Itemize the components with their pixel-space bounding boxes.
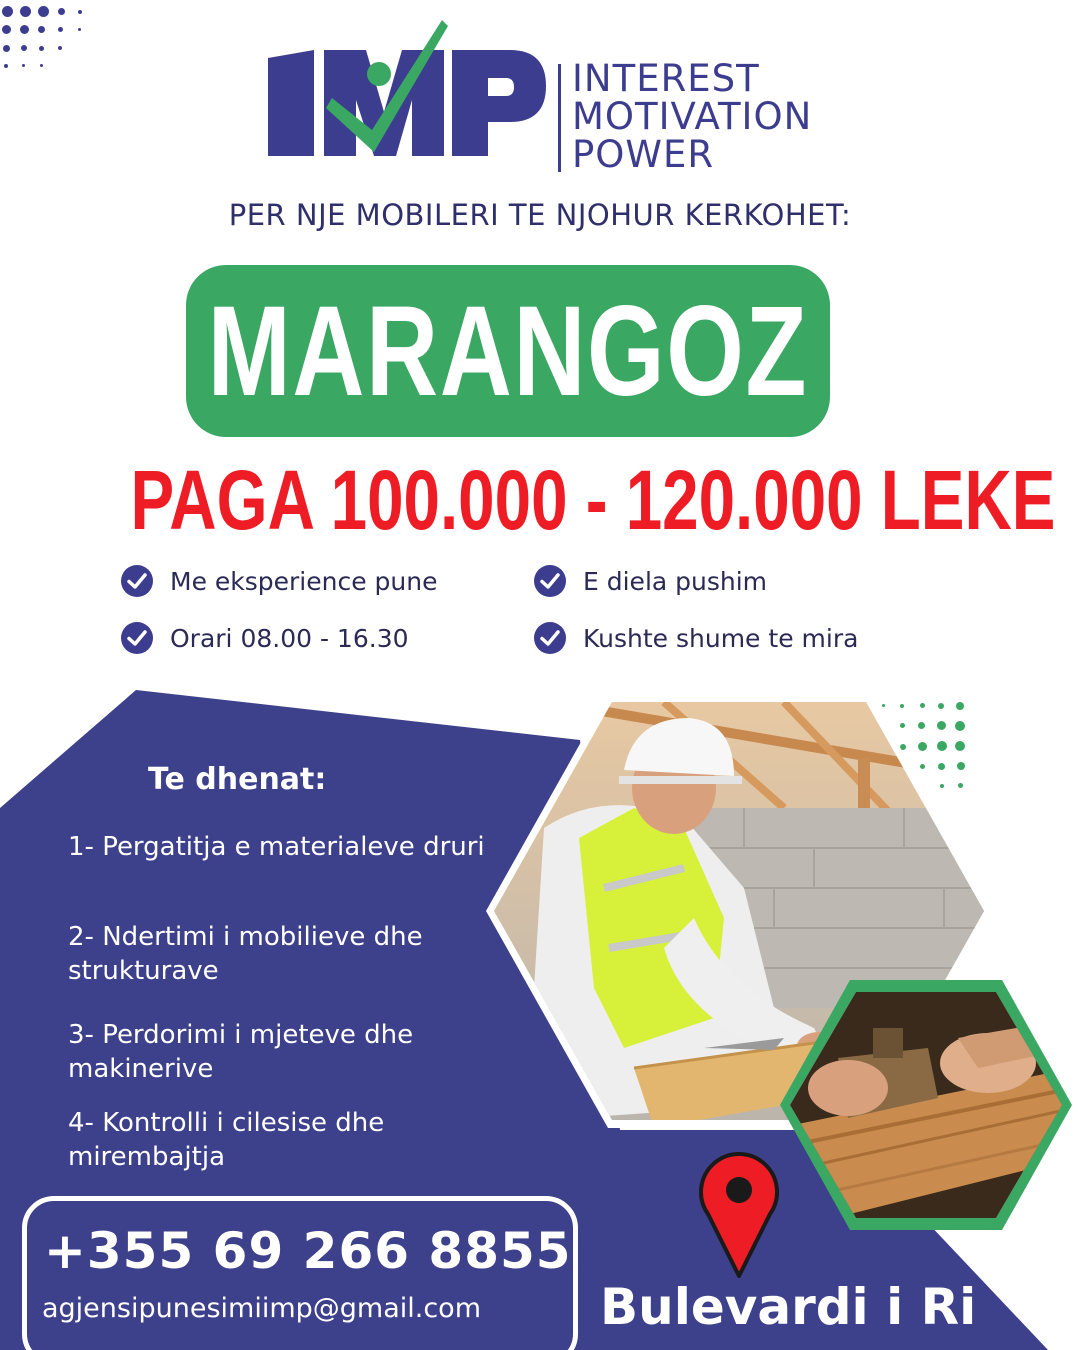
location-text: Bulevardi i Ri [600, 1278, 977, 1336]
headline-intro: PER NJE MOBILERI TE NJOHUR KERKOHET: [228, 198, 852, 232]
task-item: 4- Kontrolli i cilesise dhe mirembajtja [68, 1108, 385, 1172]
tagline-line-2: MOTIVATION [572, 95, 813, 138]
map-pin-icon [698, 1152, 780, 1278]
woodworking-hands-photo [778, 978, 1074, 1232]
task-item: 3- Perdorimi i mjeteve dhe makinerive [68, 1020, 414, 1084]
salary-text: PAGA 100.000 - 120.000 LEKE [130, 453, 1056, 547]
tagline-line-3: POWER [572, 133, 715, 176]
perk-label: Orari 08.00 - 16.30 [170, 623, 409, 653]
phone-number[interactable]: +355 69 266 8855 [44, 1222, 572, 1280]
job-title: MARANGOZ [207, 279, 809, 423]
details-heading: Te dhenat: [148, 762, 327, 797]
task-item: 1- Pergatitja e materialeve druri [68, 832, 485, 862]
email-address[interactable]: agjensipunesimiimp@gmail.com [42, 1293, 482, 1324]
tagline-line-1: INTEREST [572, 57, 760, 100]
perk-label: Kushte shume te mira [583, 623, 859, 653]
perk-label: E diela pushim [583, 566, 768, 596]
task-item: 2- Ndertimi i mobilieve dhe strukturave [68, 922, 423, 986]
perk-label: Me eksperience pune [170, 566, 438, 596]
